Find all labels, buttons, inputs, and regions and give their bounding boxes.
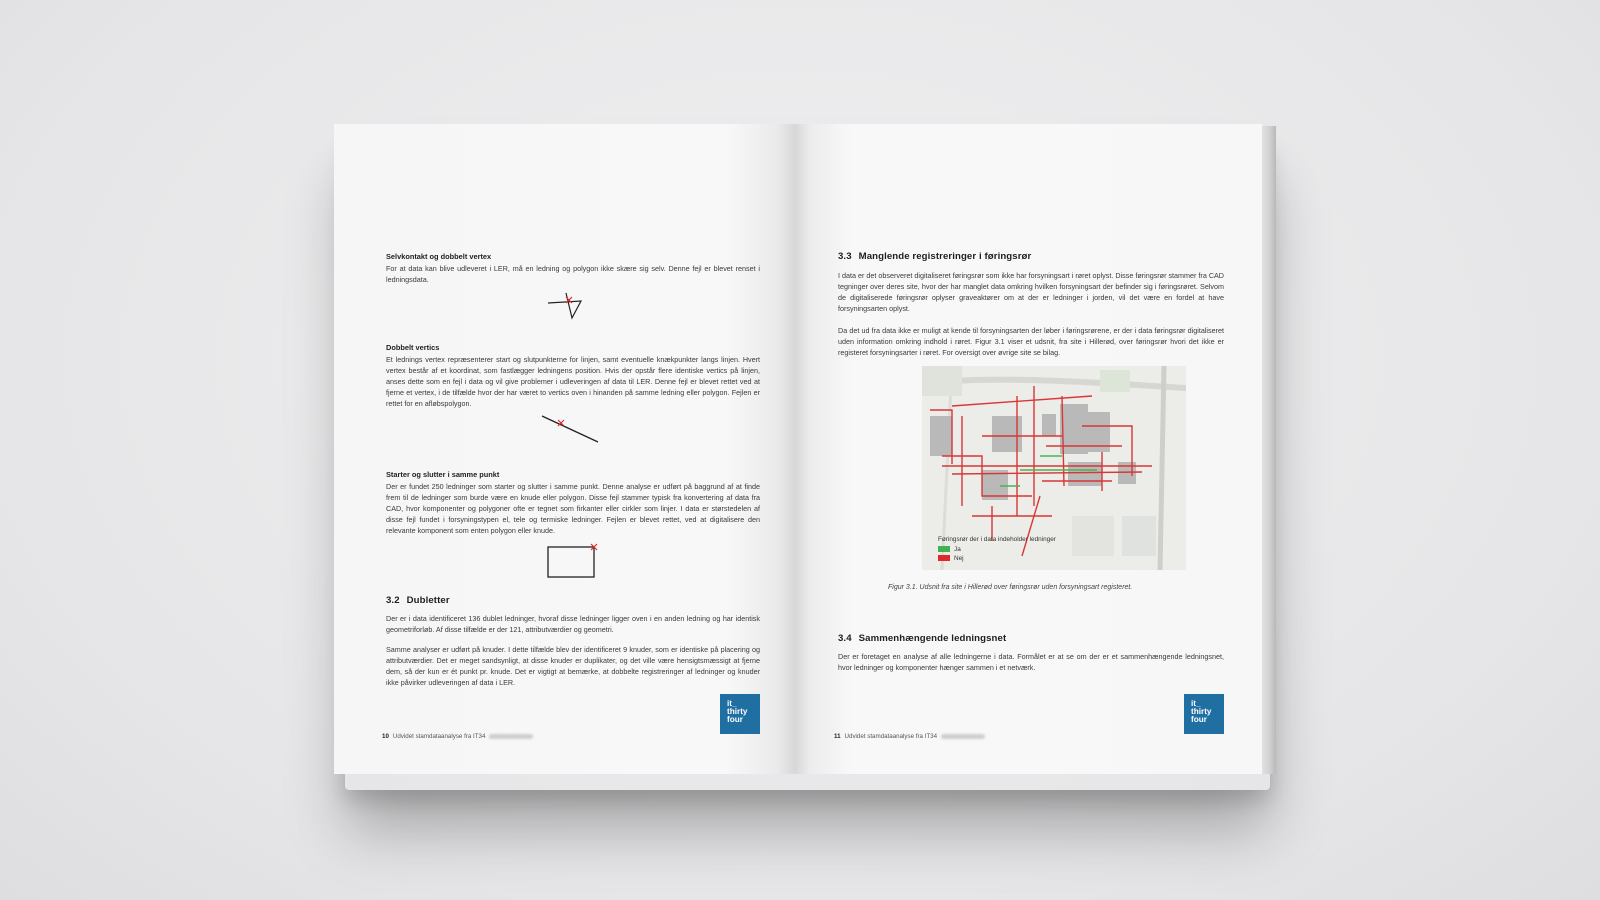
section-33-p2: Da det ud fra data ikke er muligt at kende til forsyningsarten der løber i føringsrørene, er der i data føringsrør digitaliseret uden information omkring indhold i røret. Figur 3.1 viser et udsnit, fra site i Hillerød, over føringsrør hvori det ikke er registeret forsyningsarter i røret. For oversigt over øvrige site se bilag. — [838, 326, 1224, 357]
closed-line-figure — [546, 543, 598, 579]
section-34 — [838, 633, 1224, 673]
section-32-number: 3.2 — [386, 595, 400, 606]
section-33-title: Manglende registreringer i føringsrør — [858, 251, 1032, 262]
starter-heading: Starter og slutter i samme punkt — [386, 470, 500, 479]
double-vertex-figure — [540, 414, 602, 444]
page-edge — [1262, 126, 1276, 774]
section-34-p1: Der er foretaget en analyse af alle ledningerne i data. Formålet er at se om der er et sammenhængende ledningsnet, hvor ledninger og komponenter hænger sammen i et netværk. — [838, 652, 1224, 672]
redacted-text — [941, 734, 985, 739]
section-32-heading — [386, 595, 760, 606]
section-34-heading — [838, 633, 1224, 644]
section-32-p2: Samme analyser er udført på knuder. I dette tilfælde blev der identificeret 9 knuder, som er identiske på placering og attributværdier. Det er meget sandsynligt, at disse knuder er duplikater, og det ville være hensigtsmæssigt at fjerne dem, så der kun er ét punkt pr. knude. Det er vigtigt at bemærke, at dobbelte registreringer af ledninger og knuder ikke påvirker udleveringen af data i LER. — [386, 645, 760, 687]
section-32-p1: Der er i data identificeret 136 dublet ledninger, hvoraf disse ledninger ligger oven i en anden ledning og har identisk geometriforløb. Af disse tilfælde er der 121, attributværdier og geometri. — [386, 614, 760, 634]
section-32 — [386, 595, 760, 688]
map-legend — [938, 536, 1056, 562]
dobbelt-block — [386, 342, 760, 409]
page-number-left: 10 — [382, 733, 389, 740]
legend-item-nej: Nej — [938, 555, 1056, 562]
selvkontakt-block — [386, 251, 760, 285]
legend-item-ja: Ja — [938, 546, 1056, 553]
self-intersection-figure — [546, 290, 596, 320]
right-footer — [834, 733, 985, 740]
section-34-number: 3.4 — [838, 633, 852, 644]
legend-title: Føringsrør der i data indeholder ledninger — [938, 536, 1056, 543]
green-swatch — [938, 546, 950, 552]
section-32-title: Dubletter — [406, 595, 450, 606]
redacted-text — [489, 734, 533, 739]
section-34-title: Sammenhængende ledningsnet — [858, 633, 1007, 644]
left-footer — [382, 733, 533, 740]
footer-text-left: Udvidet stamdataanalyse fra IT34 — [392, 733, 486, 740]
it34-logo-left: it_ thirty four — [720, 694, 760, 734]
dobbelt-text: Et lednings vertex repræsenterer start og slutpunkterne for linjen, samt eventuelle knækpunkter langs linjen. Hvert vertex består af et koordinat, som fastlægger ledningens position. Hvis der opstår flere identiske vertics på linjen, anses dette som en fejl i data og vil give problemer i udleveringen af data til LER. Denne fejl er blevet rettet ved at fjerne et vertex, i de tilfælde hvor der har været to vertics oven i hinanden på samme ledning eller polygon. Fejlen er rettet for en afløbspolygon. — [386, 355, 760, 408]
section-33 — [838, 251, 1224, 358]
selvkontakt-text: For at data kan blive udleveret i LER, må en ledning og polygon ikke skære sig selv. Denne fejl er blevet renset i ledningsdata. — [386, 264, 760, 284]
red-swatch — [938, 555, 950, 561]
figure-caption: Figur 3.1. Udsnit fra site i Hillerød over føringsrør uden forsyningsart registeret. — [888, 584, 1133, 591]
starter-text: Der er fundet 250 ledninger som starter og slutter i samme punkt. Denne analyse er udført på baggrund af at finde frem til de ledninger som burde være en knude eller polygon. Disse fejl stammer typisk fra konvertering af data fra CAD, hvor komponenter og polygoner ofte er tegnet som firkanter eller cirkler som linjer. I data er størstedelen af disse fejl fundet i forsyningstypen el, tele og termiske ledninger. Fejlen er blevet rettet, ved at digitalisere den relevante komponent som enten polygon eller knude. — [386, 482, 760, 535]
page-number-right: 11 — [834, 733, 841, 740]
dobbelt-heading: Dobbelt vertics — [386, 343, 440, 352]
section-33-heading — [838, 251, 1224, 262]
section-33-p1: I data er det observeret digitaliseret føringsrør som ikke har forsyningsart i røret oplyst. Disse føringsrør stammer fra CAD tegninger over deres site, hvor der har manglet data omkring hvilken forsyningsart der befinder sig i føringsrøret. Selvom de digitaliserede føringsrør oplyser graveaktører om at der er ledninger i jorden, vil det være en fordel at have forsyningsarten oplyst. — [838, 271, 1224, 313]
starter-block — [386, 469, 760, 536]
section-33-number: 3.3 — [838, 251, 852, 262]
footer-text-right: Udvidet stamdataanalyse fra IT34 — [844, 733, 938, 740]
selvkontakt-heading: Selvkontakt og dobbelt vertex — [386, 252, 492, 261]
it34-logo-right: it_ thirty four — [1184, 694, 1224, 734]
